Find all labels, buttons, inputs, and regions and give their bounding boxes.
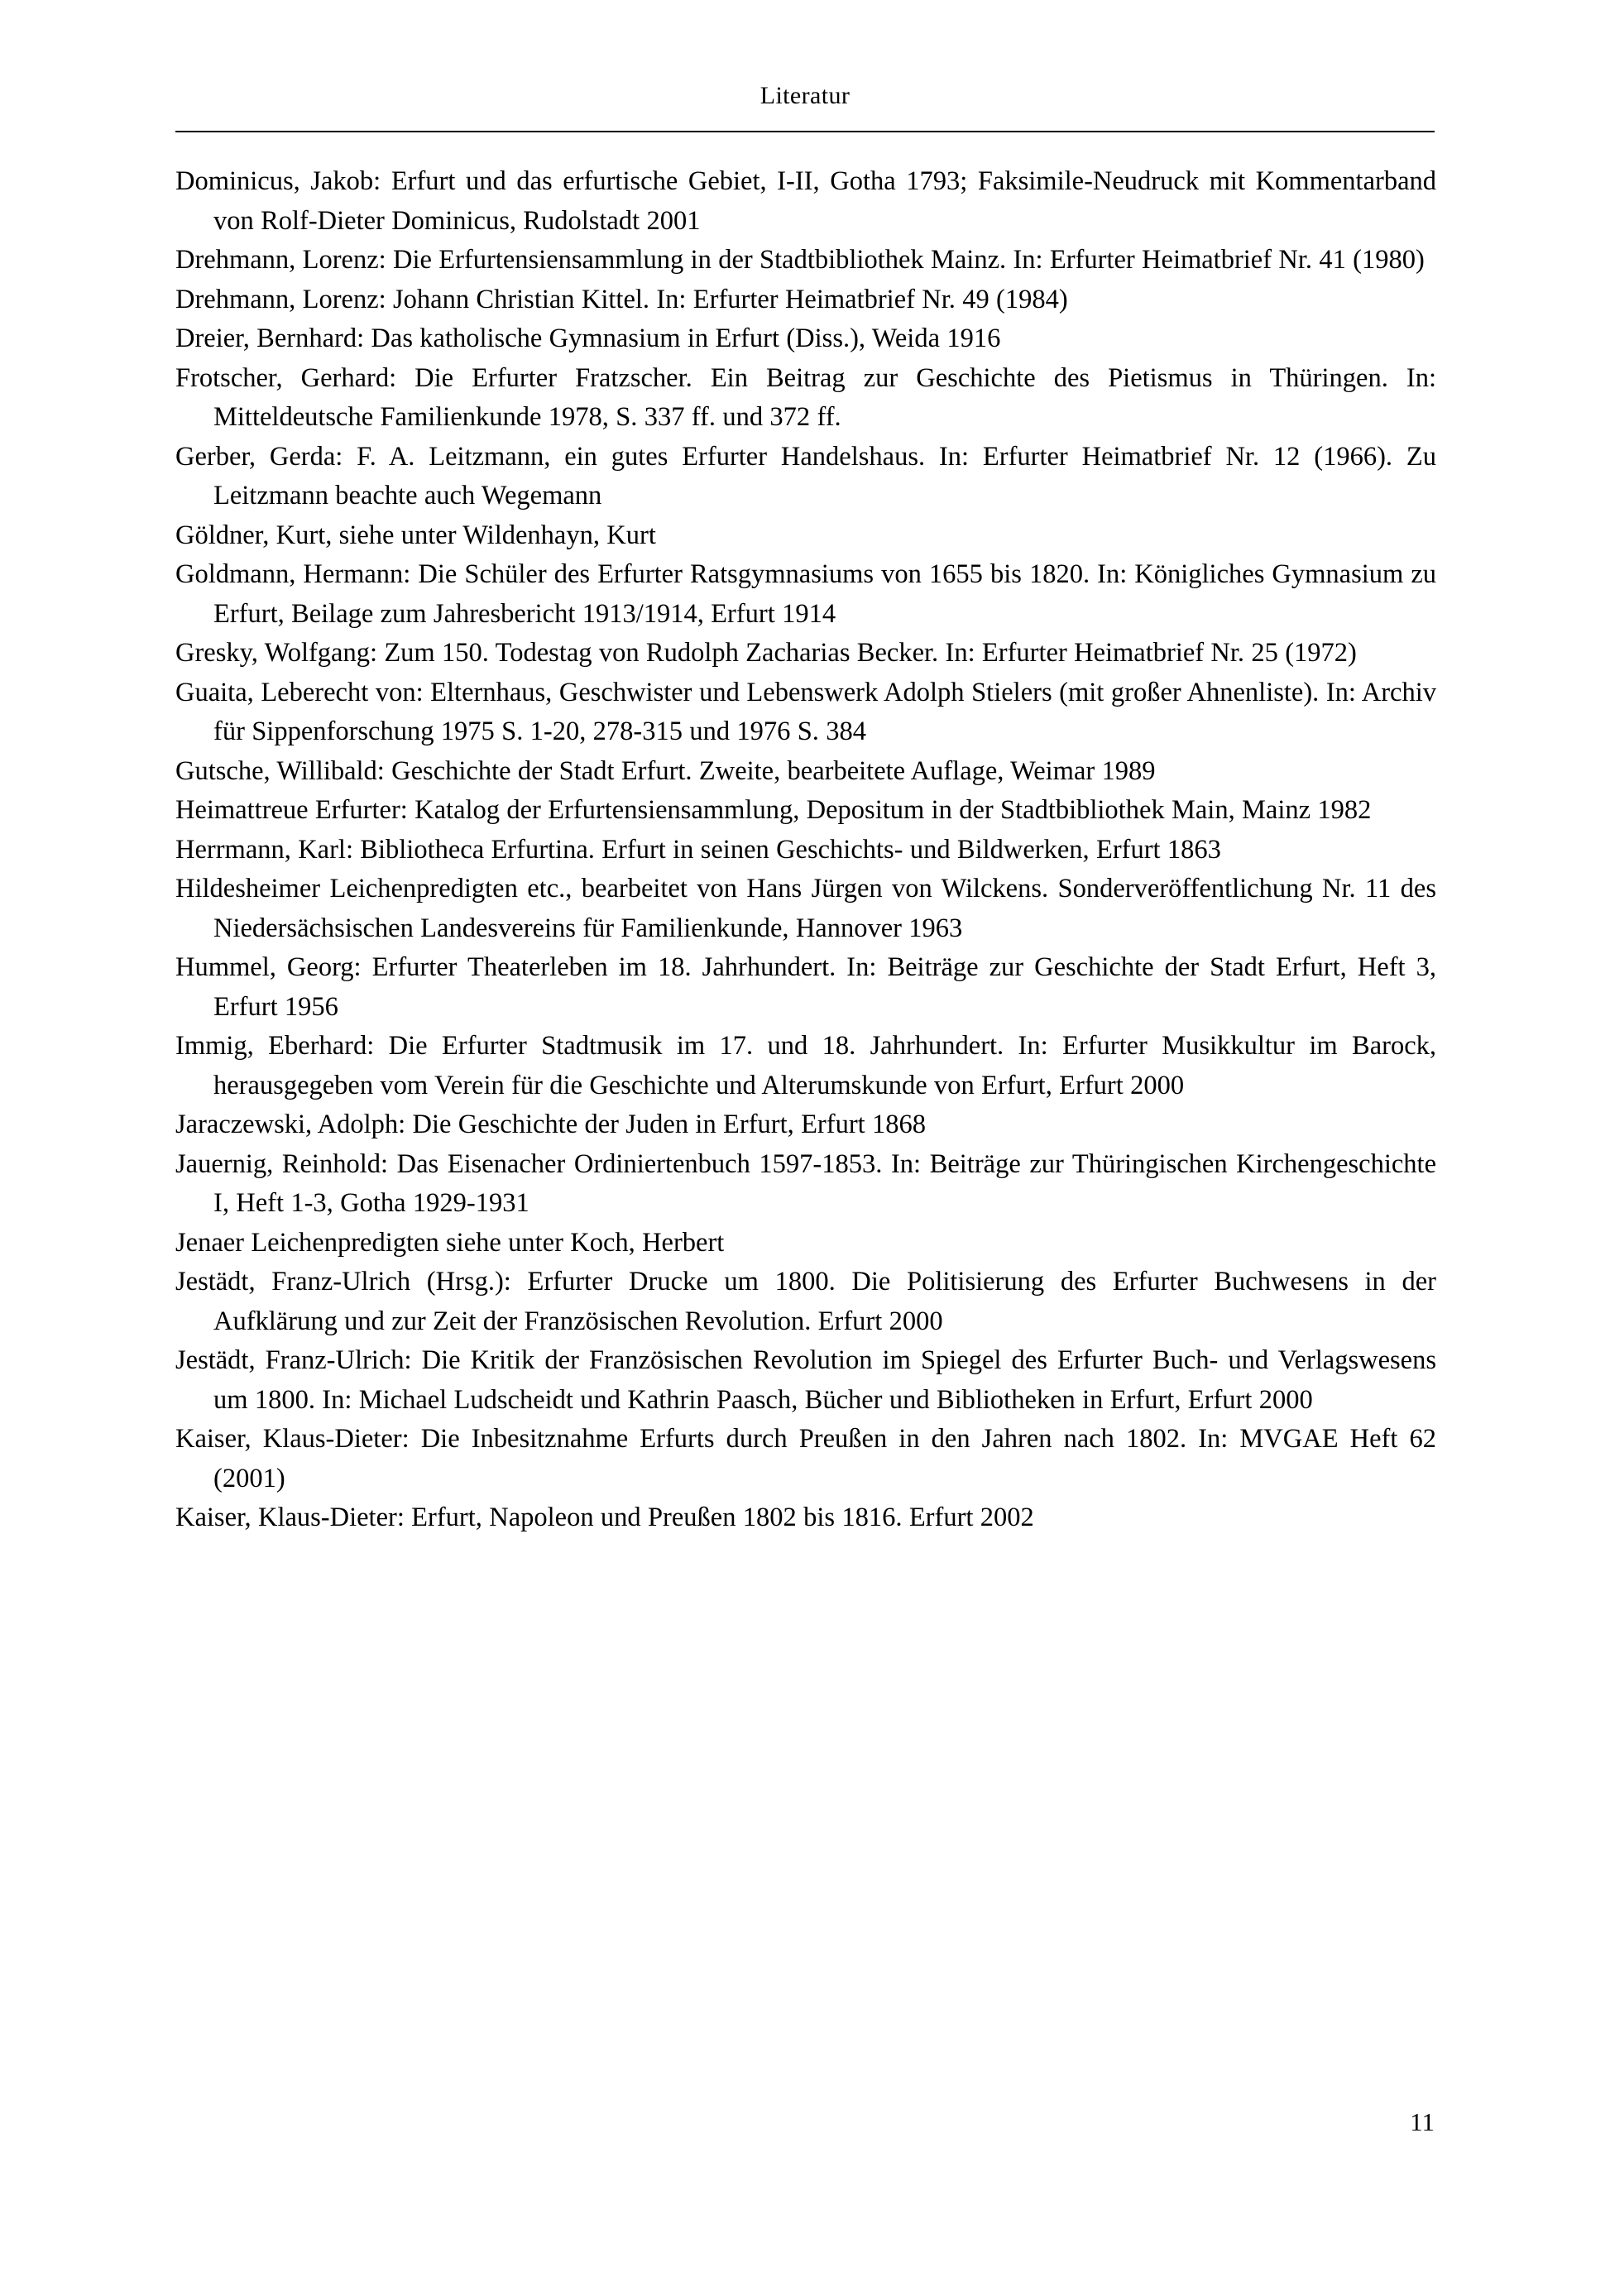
bibliography-entry: Dreier, Bernhard: Das katholische Gymnasium in Erfurt (Diss.), Weida 1916 (175, 324, 1001, 353)
bibliography-entry: Drehmann, Lorenz: Die Erfurtensiensammlung in der Stadtbibliothek Mainz. In: Erfurter Heimatbrief Nr. 41 (1980) (175, 245, 1425, 275)
bibliography-list (175, 162, 1436, 1538)
bibliography-entry: Hummel, Georg: Erfurter Theaterleben im 18. Jahrhundert. In: Beiträge zur Geschichte der Stadt Erfurt, Heft 3, Erfurt 1956 (175, 952, 1436, 1022)
bibliography-entry: Gutsche, Willibald: Geschichte der Stadt Erfurt. Zweite, bearbeitete Auflage, Weimar 1989 (175, 755, 1156, 786)
bibliography-entry: Gresky, Wolfgang: Zum 150. Todestag von Rudolph Zacharias Becker. In: Erfurter Heimatbrief Nr. 25 (1972) (175, 638, 1357, 668)
bibliography-entry: Jauernig, Reinhold: Das Eisenacher Ordiniertenbuch 1597-1853. In: Beiträge zur Thüringischen Kirchengeschichte I, Heft 1-3, Gotha 1929-1931 (175, 1148, 1436, 1218)
bibliography-entry: Jestädt, Franz-Ulrich (Hrsg.): Erfurter Drucke um 1800. Die Politisierung des Erfurter Buchwesens in der Aufklärung und zur Zeit der Französischen Revolution. Erfurt 2000 (175, 1267, 1436, 1336)
bibliography-entry: Jenaer Leichenpredigten siehe unter Koch, Herbert (175, 1227, 725, 1258)
bibliography-entry: Gerber, Gerda: F. A. Leitzmann, ein gutes Erfurter Handelshaus. In: Erfurter Heimatbrief Nr. 12 (1966). Zu Leitzmann beachte auch Wegemann (175, 441, 1436, 510)
bibliography-entry: Göldner, Kurt, siehe unter Wildenhayn, Kurt (175, 520, 656, 550)
bibliography-entry: Heimattreue Erfurter: Katalog der Erfurtensiensammlung, Depositum in der Stadtbibliothek Main, Mainz 1982 (175, 795, 1372, 825)
page-number: 11 (1410, 2107, 1435, 2136)
bibliography-entry: Jaraczewski, Adolph: Die Geschichte der Juden in Erfurt, Erfurt 1868 (175, 1110, 927, 1139)
bibliography-entry: Kaiser, Klaus-Dieter: Die Inbesitznahme Erfurts durch Preußen in den Jahren nach 1802. In: MVGAE Heft 62 (2001) (175, 1424, 1436, 1493)
bibliography-entry: Herrmann, Karl: Bibliotheca Erfurtina. Erfurt in seinen Geschichts- und Bildwerken, Erfurt 1863 (175, 834, 1221, 865)
bibliography-entry: Immig, Eberhard: Die Erfurter Stadtmusik im 17. und 18. Jahrhundert. In: Erfurter Musikkultur im Barock, herausgegeben vom Verein für die Geschichte und Alterumskunde von Erfurt, Erfurt 2000 (175, 1031, 1436, 1100)
bibliography-entry: Guaita, Leberecht von: Elternhaus, Geschwister und Lebenswerk Adolph Stielers (mit großer Ahnenliste). In: Archiv für Sippenforschung 1975 S. 1-20, 278-315 und 1976 S. 384 (175, 677, 1436, 746)
bibliography-entry: Kaiser, Klaus-Dieter: Erfurt, Napoleon und Preußen 1802 bis 1816. Erfurt 2002 (175, 1503, 1034, 1532)
header-rule (175, 131, 1435, 132)
bibliography-entry: Goldmann, Hermann: Die Schüler des Erfurter Ratsgymnasiums von 1655 bis 1820. In: Königliches Gymnasium zu Erfurt, Beilage zum Jahresbericht 1913/1914, Erfurt 1914 (175, 559, 1436, 629)
bibliography-entry: Frotscher, Gerhard: Die Erfurter Fratzscher. Ein Beitrag zur Geschichte des Pietismus in Thüringen. In: Mitteldeutsche Familienkunde 1978, S. 337 ff. und 372 ff. (175, 362, 1436, 432)
bibliography-entry: Dominicus, Jakob: Erfurt und das erfurtische Gebiet, I-II, Gotha 1793; Faksimile-Neudruck mit Kommentarband von Rolf-Dieter Dominicus, Rudolstadt 2001 (175, 166, 1436, 236)
bibliography-entry: Drehmann, Lorenz: Johann Christian Kittel. In: Erfurter Heimatbrief Nr. 49 (1984) (175, 284, 1068, 314)
running-header: Literatur (759, 82, 851, 109)
bibliography-entry: Jestädt, Franz-Ulrich: Die Kritik der Französischen Revolution im Spiegel des Erfurter Buch- und Verlagswesens um 1800. In: Michael Ludscheidt und Kathrin Paasch, Bücher und Bibliotheken in Erfurt, Erfurt 2000 (175, 1345, 1436, 1415)
bibliography-entry: Hildesheimer Leichenpredigten etc., bearbeitet von Hans Jürgen von Wilckens. Sonderveröffentlichung Nr. 11 des Niedersächsischen Landesvereins für Familienkunde, Hannover 1963 (175, 874, 1436, 943)
